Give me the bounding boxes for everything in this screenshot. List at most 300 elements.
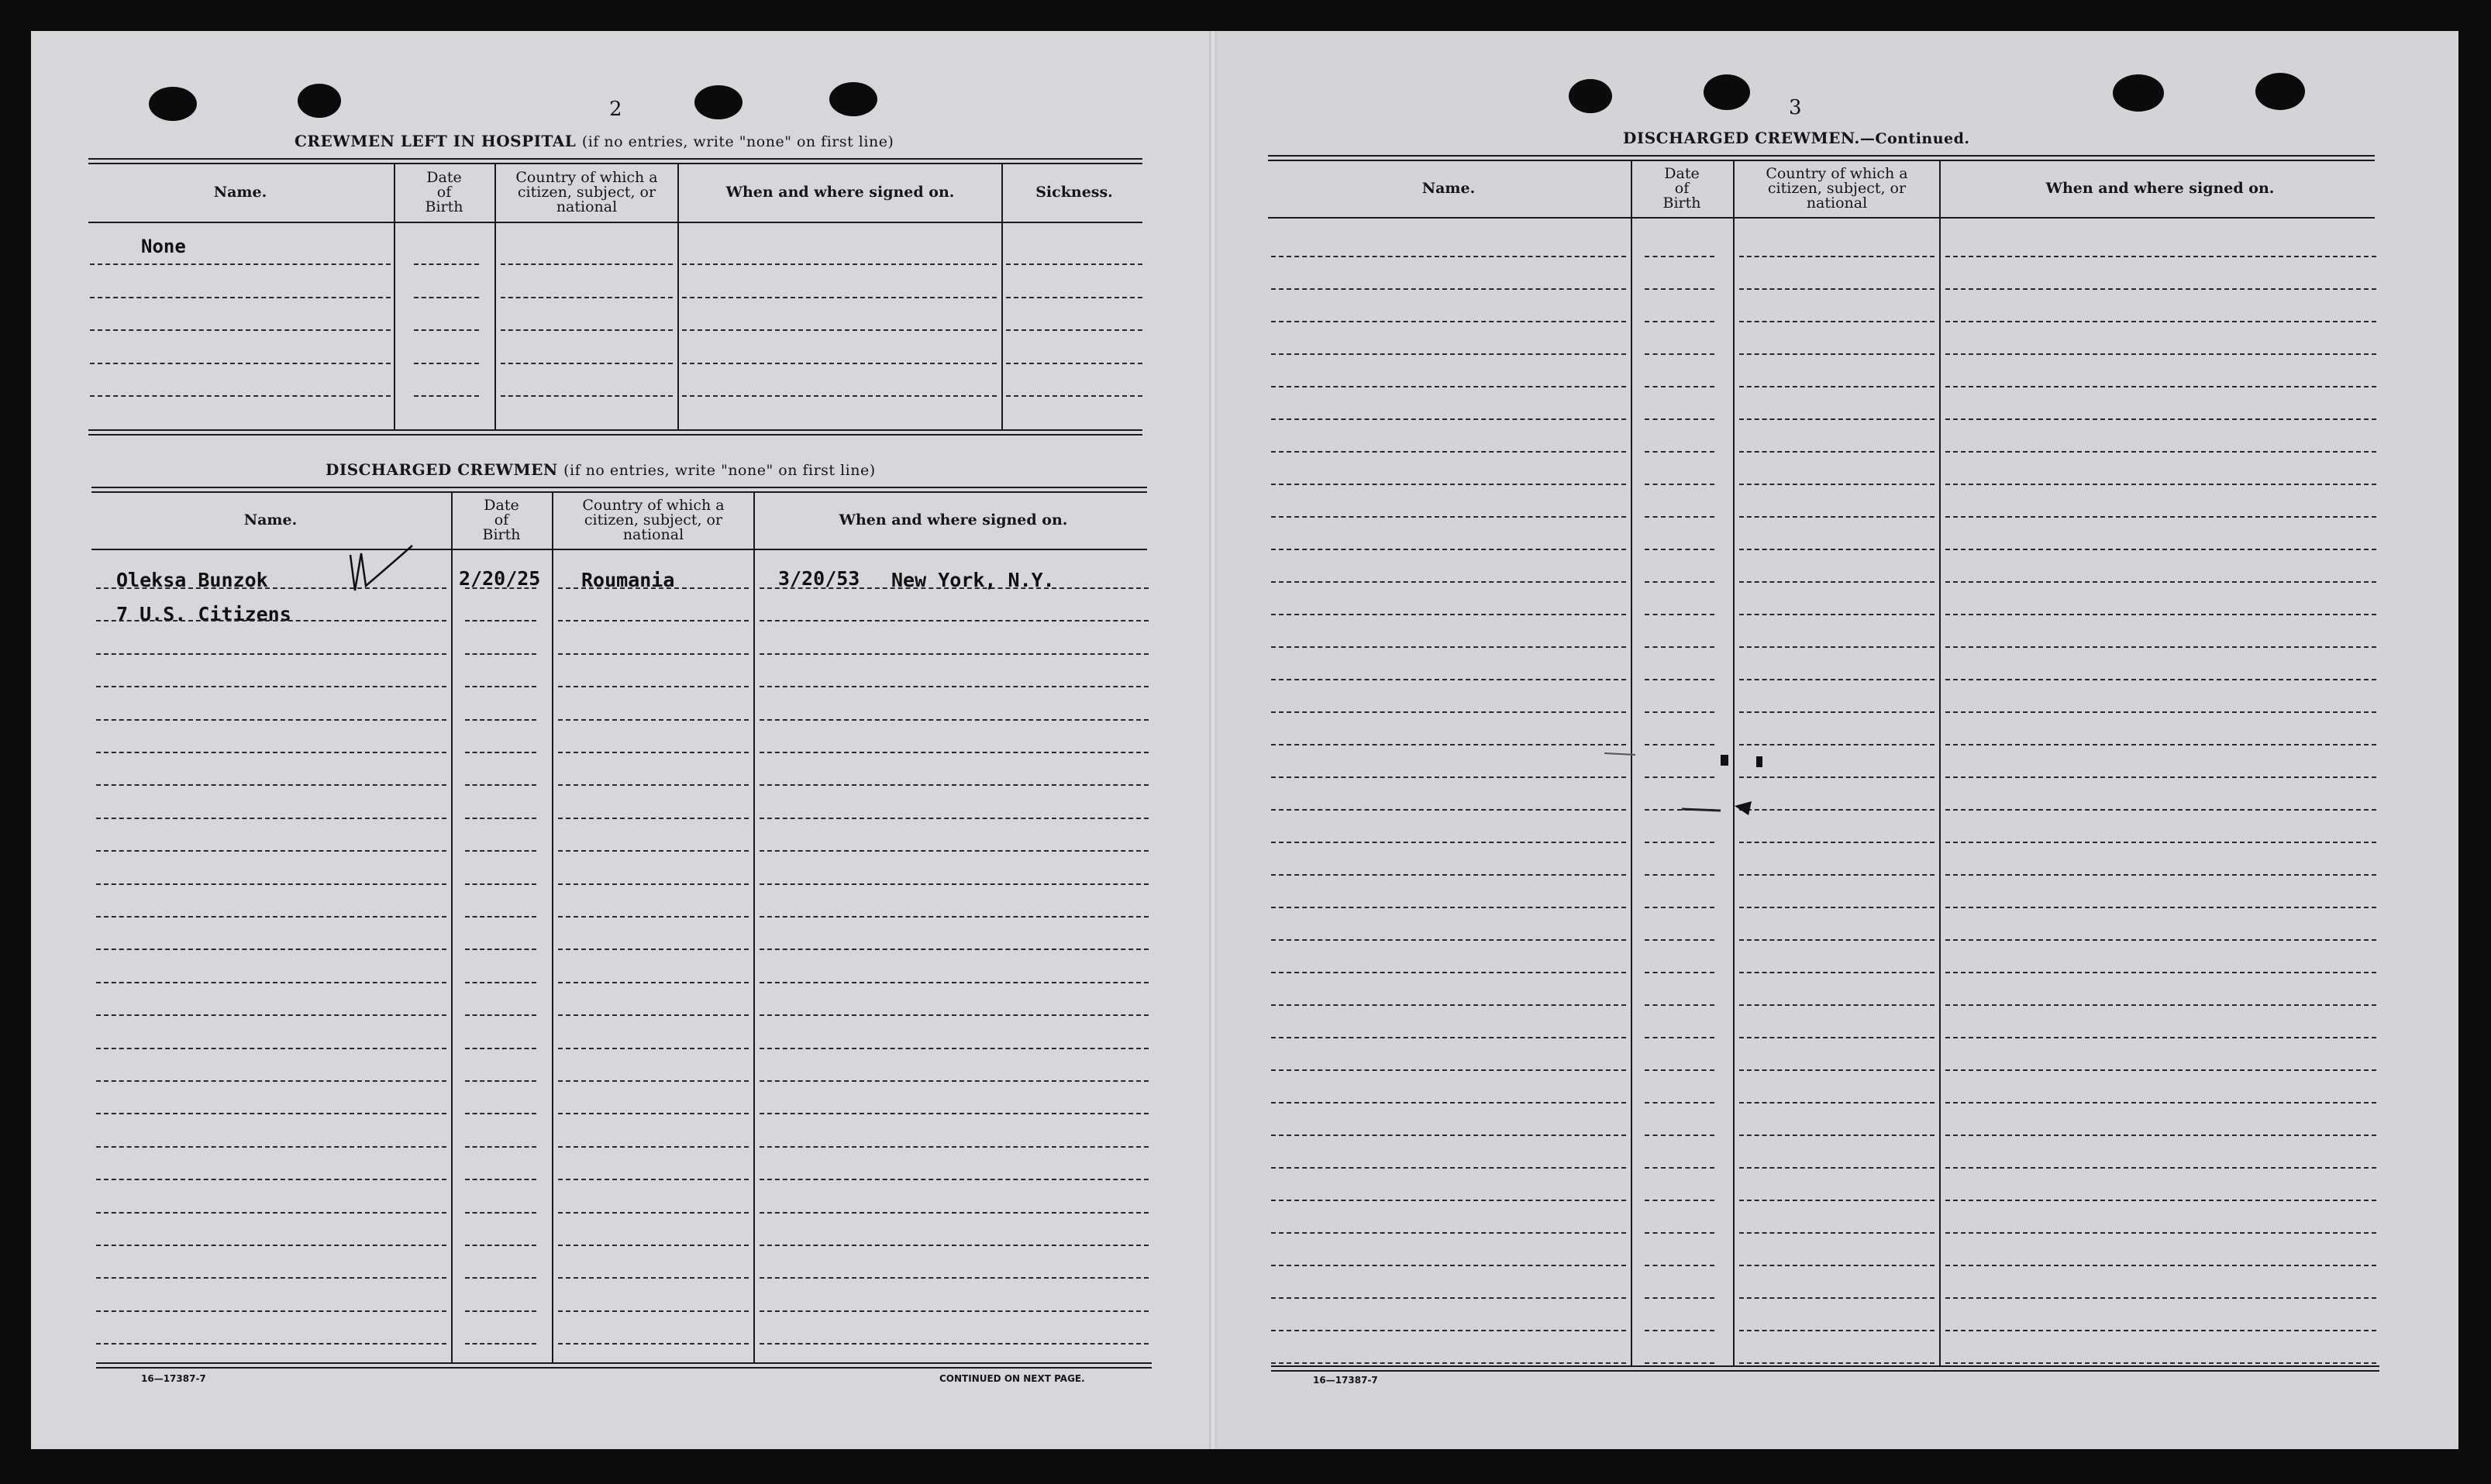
right-ruled-line: [1739, 972, 1935, 973]
right-ruled-line: [1945, 1362, 2376, 1364]
right-ruled-line: [1271, 809, 1626, 811]
col-header-signed-on: When and where signed on.: [725, 183, 955, 201]
hospital-ruled-line: [501, 297, 673, 298]
right-ruled-line: [1645, 1037, 1714, 1038]
discharged-ruled-line: [465, 1277, 536, 1279]
right-ruled-line: [1945, 1330, 2376, 1331]
right-ruled-line: [1645, 418, 1714, 420]
right-ruled-line: [1271, 549, 1626, 550]
discharged-ruled-line: [760, 883, 1149, 885]
check-mark: [347, 539, 417, 594]
right-ruled-line: [1271, 679, 1626, 680]
discharged-header-rule: [91, 549, 1147, 550]
right-page: [1209, 31, 2458, 1449]
discharged-ruled-line: [96, 850, 446, 852]
right-ruled-line: [1645, 842, 1714, 843]
right-ruled-line: [1945, 256, 2376, 257]
discharged-ruled-line: [558, 850, 749, 852]
right-ruled-line: [1945, 646, 2376, 648]
right-ruled-line: [1645, 614, 1714, 615]
right-ruled-line: [1739, 1135, 1935, 1136]
binder-hole: [2113, 74, 2164, 112]
right-ruled-line: [1945, 1135, 2376, 1136]
hospital-ruled-line: [682, 329, 997, 331]
hospital-ruled-line: [682, 395, 997, 397]
discharged-top-rule: [91, 487, 1147, 493]
discharged-ruled-line: [96, 784, 446, 786]
right-title-suffix: —Continued.: [1859, 130, 1970, 147]
discharged-column-divider: [451, 493, 453, 1364]
crewman-count-note: 7 U.S. Citizens: [116, 603, 291, 625]
discharged-ruled-line: [465, 850, 536, 852]
discharged-ruled-line: [558, 1014, 749, 1016]
discharged-ruled-line: [96, 916, 446, 918]
discharged-ruled-line: [465, 620, 536, 621]
discharged-ruled-line: [465, 1080, 536, 1082]
right-ruled-line: [1945, 1232, 2376, 1234]
crewman-birth-date: 2/20/25: [459, 567, 541, 590]
discharged-ruled-line: [558, 752, 749, 753]
right-ruled-line: [1271, 1004, 1626, 1006]
right-ruled-line: [1645, 353, 1714, 355]
right-ruled-line: [1271, 1265, 1626, 1266]
right-ruled-line: [1645, 1232, 1714, 1234]
discharged-ruled-line: [96, 653, 446, 655]
discharged-ruled-line: [760, 1212, 1149, 1214]
discharged-ruled-line: [96, 982, 446, 983]
discharged-ruled-line: [96, 818, 446, 819]
right-ruled-line: [1945, 679, 2376, 680]
discharged-ruled-line: [465, 587, 536, 589]
right-ruled-line: [1271, 907, 1626, 908]
discharged-ruled-line: [760, 752, 1149, 753]
right-ruled-line: [1645, 1004, 1714, 1006]
right-ruled-line: [1739, 939, 1935, 941]
form-number: 16—17387-7: [1313, 1375, 1378, 1386]
right-ruled-line: [1945, 907, 2376, 908]
left-page: [31, 31, 1215, 1449]
right-ruled-line: [1645, 939, 1714, 941]
right-ruled-line: [1645, 256, 1714, 257]
right-ruled-line: [1645, 679, 1714, 680]
discharged-ruled-line: [465, 1014, 536, 1016]
discharged-ruled-line: [760, 1343, 1149, 1345]
right-ruled-line: [1945, 874, 2376, 876]
discharged-ruled-line: [96, 587, 446, 589]
hospital-column-divider: [494, 163, 496, 431]
right-ruled-line: [1271, 288, 1626, 290]
discharged-ruled-line: [465, 1245, 536, 1246]
right-ruled-line: [1271, 614, 1626, 615]
right-ruled-line: [1645, 581, 1714, 583]
right-ruled-line: [1739, 1330, 1935, 1331]
right-ruled-line: [1271, 842, 1626, 843]
right-ruled-line: [1739, 256, 1935, 257]
discharged-ruled-line: [96, 752, 446, 753]
right-ruled-line: [1271, 418, 1626, 420]
discharged-ruled-line: [558, 1310, 749, 1312]
discharged-ruled-line: [465, 686, 536, 687]
right-ruled-line: [1739, 1232, 1935, 1234]
right-ruled-line: [1945, 809, 2376, 811]
right-ruled-line: [1739, 842, 1935, 843]
right-ruled-line: [1271, 646, 1626, 648]
right-ruled-line: [1271, 386, 1626, 387]
binder-hole: [149, 87, 197, 121]
right-ruled-line: [1739, 1200, 1935, 1201]
col-header-signed-on: When and where signed on.: [839, 511, 1068, 529]
discharged-ruled-line: [558, 1080, 749, 1082]
discharged-ruled-line: [465, 1113, 536, 1114]
form-number: 16—17387-7: [141, 1373, 206, 1384]
right-ruled-line: [1271, 353, 1626, 355]
discharged-ruled-line: [96, 1146, 446, 1148]
discharged-ruled-line: [465, 1146, 536, 1148]
hospital-ruled-line: [90, 297, 391, 298]
right-ruled-line: [1945, 776, 2376, 778]
right-ruled-line: [1945, 484, 2376, 485]
discharged-ruled-line: [558, 1179, 749, 1180]
crewman-signed-date: 3/20/53: [778, 567, 860, 590]
right-ruled-line: [1739, 1004, 1935, 1006]
right-ruled-line: [1645, 1102, 1714, 1104]
right-ruled-line: [1739, 1362, 1935, 1364]
discharged-ruled-line: [760, 1014, 1149, 1016]
discharged-ruled-line: [760, 620, 1149, 621]
discharged-ruled-line: [465, 784, 536, 786]
discharged-ruled-line: [465, 949, 536, 950]
discharged-title-note: (if no entries, write "none" on first line): [563, 462, 876, 479]
right-ruled-line: [1271, 1102, 1626, 1104]
right-ruled-line: [1739, 484, 1935, 485]
right-ruled-line: [1645, 516, 1714, 518]
hospital-ruled-line: [414, 329, 479, 331]
page-fold: [1209, 31, 1217, 1449]
right-ruled-line: [1645, 321, 1714, 322]
hospital-ruled-line: [1006, 297, 1142, 298]
right-section-title: [1623, 129, 1970, 147]
hospital-ruled-line: [90, 395, 391, 397]
col-header-name: Name.: [213, 183, 267, 201]
hospital-ruled-line: [90, 329, 391, 331]
col-header-country: Country of which a citizen, subject, or national: [582, 496, 725, 543]
discharged-ruled-line: [465, 818, 536, 819]
right-ruled-line: [1645, 1362, 1714, 1364]
right-ruled-line: [1645, 1069, 1714, 1071]
hospital-ruled-line: [501, 395, 673, 397]
discharged-ruled-line: [558, 916, 749, 918]
right-ruled-line: [1945, 288, 2376, 290]
right-column-divider: [1939, 160, 1941, 1367]
right-ruled-line: [1945, 1037, 2376, 1038]
hospital-ruled-line: [1006, 263, 1142, 265]
discharged-ruled-line: [558, 719, 749, 721]
discharged-ruled-line: [465, 916, 536, 918]
discharged-ruled-line: [760, 916, 1149, 918]
crewman-name: Oleksa Bunzok: [116, 569, 268, 591]
hospital-ruled-line: [414, 395, 479, 397]
discharged-ruled-line: [760, 1080, 1149, 1082]
discharged-ruled-line: [96, 1212, 446, 1214]
right-ruled-line: [1271, 1037, 1626, 1038]
right-title-text: DISCHARGED CREWMEN.: [1623, 129, 1860, 147]
discharged-ruled-line: [465, 1212, 536, 1214]
hospital-ruled-line: [414, 263, 479, 265]
hospital-bottom-rule: [88, 429, 1142, 436]
right-ruled-line: [1271, 1135, 1626, 1136]
col-header-name: Name.: [1421, 179, 1476, 197]
hospital-title-note: (if no entries, write "none" on first line): [581, 133, 894, 150]
right-ruled-line: [1645, 549, 1714, 550]
hospital-ruled-line: [414, 297, 479, 298]
right-ruled-line: [1945, 744, 2376, 745]
right-ruled-line: [1645, 744, 1714, 745]
right-ruled-line: [1945, 353, 2376, 355]
discharged-ruled-line: [760, 719, 1149, 721]
right-ruled-line: [1945, 386, 2376, 387]
right-bottom-rule: [1271, 1365, 2379, 1372]
right-ruled-line: [1645, 1200, 1714, 1201]
right-ruled-line: [1739, 418, 1935, 420]
hospital-header-rule: [88, 222, 1142, 223]
right-ruled-line: [1645, 646, 1714, 648]
hospital-column-divider: [677, 163, 679, 431]
discharged-ruled-line: [96, 686, 446, 687]
binder-hole: [1704, 74, 1750, 110]
discharged-ruled-line: [465, 653, 536, 655]
right-ruled-line: [1945, 1069, 2376, 1071]
col-header-signed-on: When and where signed on.: [2045, 179, 2275, 197]
discharged-ruled-line: [760, 818, 1149, 819]
discharged-ruled-line: [760, 686, 1149, 687]
continued-note: CONTINUED ON NEXT PAGE.: [939, 1373, 1085, 1384]
right-ruled-line: [1645, 1135, 1714, 1136]
discharged-ruled-line: [465, 883, 536, 885]
ink-smudge: [1604, 747, 1775, 825]
right-ruled-line: [1739, 1037, 1935, 1038]
right-ruled-line: [1645, 1297, 1714, 1299]
right-ruled-line: [1945, 1102, 2376, 1104]
right-ruled-line: [1271, 874, 1626, 876]
right-ruled-line: [1739, 451, 1935, 453]
discharged-ruled-line: [465, 982, 536, 983]
discharged-ruled-line: [558, 818, 749, 819]
col-header-birth: Date of Birth: [482, 496, 521, 543]
hospital-column-divider: [394, 163, 395, 431]
right-ruled-line: [1271, 1297, 1626, 1299]
hospital-ruled-line: [1006, 329, 1142, 331]
hospital-ruled-line: [682, 263, 997, 265]
discharged-ruled-line: [96, 1179, 446, 1180]
discharged-ruled-line: [760, 1179, 1149, 1180]
right-ruled-line: [1271, 972, 1626, 973]
discharged-ruled-line: [558, 1146, 749, 1148]
discharged-bottom-rule: [96, 1362, 1152, 1369]
right-ruled-line: [1271, 776, 1626, 778]
right-ruled-line: [1945, 1265, 2376, 1266]
discharged-ruled-line: [96, 1343, 446, 1345]
page-number: 3: [1789, 96, 1802, 119]
discharged-ruled-line: [760, 949, 1149, 950]
right-ruled-line: [1739, 1265, 1935, 1266]
hospital-section-title: [295, 132, 894, 150]
discharged-ruled-line: [558, 949, 749, 950]
hospital-ruled-line: [682, 297, 997, 298]
right-ruled-line: [1945, 1297, 2376, 1299]
col-header-birth: Date of Birth: [425, 168, 463, 215]
right-ruled-line: [1739, 353, 1935, 355]
right-ruled-line: [1645, 386, 1714, 387]
hospital-ruled-line: [414, 363, 479, 364]
crewman-signed-place: New York, N.Y.: [891, 569, 1055, 591]
hospital-title-text: CREWMEN LEFT IN HOSPITAL: [295, 132, 577, 150]
right-ruled-line: [1645, 874, 1714, 876]
right-ruled-line: [1739, 679, 1935, 680]
discharged-ruled-line: [96, 1080, 446, 1082]
discharged-ruled-line: [465, 1179, 536, 1180]
discharged-title-text: DISCHARGED CREWMEN: [326, 460, 558, 479]
discharged-ruled-line: [96, 1113, 446, 1114]
discharged-ruled-line: [558, 653, 749, 655]
right-ruled-line: [1271, 451, 1626, 453]
right-ruled-line: [1739, 711, 1935, 713]
discharged-ruled-line: [96, 1277, 446, 1279]
right-ruled-line: [1645, 907, 1714, 908]
right-ruled-line: [1945, 1167, 2376, 1169]
hospital-entry-name: None: [141, 236, 186, 257]
discharged-ruled-line: [558, 883, 749, 885]
right-ruled-line: [1945, 939, 2376, 941]
binder-hole: [298, 84, 341, 118]
right-ruled-line: [1739, 321, 1935, 322]
right-ruled-line: [1945, 321, 2376, 322]
hospital-ruled-line: [1006, 363, 1142, 364]
discharged-ruled-line: [558, 587, 749, 589]
right-ruled-line: [1271, 321, 1626, 322]
binder-hole: [829, 82, 877, 116]
discharged-ruled-line: [558, 1048, 749, 1049]
right-ruled-line: [1945, 549, 2376, 550]
right-ruled-line: [1645, 972, 1714, 973]
right-ruled-line: [1271, 939, 1626, 941]
discharged-section-title: [326, 460, 876, 479]
right-ruled-line: [1945, 1200, 2376, 1201]
discharged-ruled-line: [558, 982, 749, 983]
discharged-ruled-line: [760, 982, 1149, 983]
right-ruled-line: [1739, 1102, 1935, 1104]
hospital-column-divider: [1001, 163, 1003, 431]
discharged-column-divider: [552, 493, 553, 1364]
discharged-ruled-line: [96, 719, 446, 721]
right-ruled-line: [1945, 581, 2376, 583]
right-ruled-line: [1739, 581, 1935, 583]
discharged-ruled-line: [96, 949, 446, 950]
binder-hole: [1569, 79, 1612, 113]
right-ruled-line: [1945, 516, 2376, 518]
right-ruled-line: [1739, 646, 1935, 648]
col-header-country: Country of which a citizen, subject, or national: [1766, 164, 1908, 212]
right-ruled-line: [1645, 484, 1714, 485]
right-ruled-line: [1945, 418, 2376, 420]
right-ruled-line: [1945, 842, 2376, 843]
crewman-country: Roumania: [581, 569, 675, 591]
discharged-ruled-line: [96, 883, 446, 885]
discharged-ruled-line: [760, 653, 1149, 655]
discharged-ruled-line: [558, 1212, 749, 1214]
right-ruled-line: [1271, 711, 1626, 713]
hospital-ruled-line: [682, 363, 997, 364]
discharged-ruled-line: [96, 1310, 446, 1312]
col-header-birth: Date of Birth: [1662, 164, 1701, 212]
right-ruled-line: [1739, 744, 1935, 745]
col-header-sickness: Sickness.: [1035, 183, 1113, 201]
right-ruled-line: [1739, 907, 1935, 908]
right-ruled-line: [1645, 711, 1714, 713]
discharged-ruled-line: [760, 587, 1149, 589]
discharged-ruled-line: [558, 686, 749, 687]
discharged-ruled-line: [760, 1146, 1149, 1148]
right-ruled-line: [1739, 288, 1935, 290]
right-ruled-line: [1645, 1167, 1714, 1169]
discharged-ruled-line: [760, 1048, 1149, 1049]
right-ruled-line: [1945, 451, 2376, 453]
col-header-country: Country of which a citizen, subject, or national: [515, 168, 658, 215]
right-ruled-line: [1739, 549, 1935, 550]
right-ruled-line: [1739, 614, 1935, 615]
right-ruled-line: [1945, 1004, 2376, 1006]
right-ruled-line: [1271, 1167, 1626, 1169]
discharged-ruled-line: [558, 1343, 749, 1345]
discharged-ruled-line: [760, 1277, 1149, 1279]
right-ruled-line: [1645, 288, 1714, 290]
hospital-ruled-line: [501, 363, 673, 364]
binder-hole: [2255, 73, 2305, 110]
discharged-ruled-line: [558, 784, 749, 786]
discharged-ruled-line: [96, 1048, 446, 1049]
right-ruled-line: [1739, 874, 1935, 876]
hospital-top-rule: [88, 158, 1142, 164]
right-top-rule: [1268, 155, 2375, 161]
right-ruled-line: [1271, 1069, 1626, 1071]
right-ruled-line: [1945, 614, 2376, 615]
discharged-column-divider: [753, 493, 755, 1364]
right-ruled-line: [1271, 484, 1626, 485]
hospital-ruled-line: [1006, 395, 1142, 397]
right-ruled-line: [1271, 1362, 1626, 1364]
discharged-ruled-line: [465, 1343, 536, 1345]
discharged-ruled-line: [465, 752, 536, 753]
right-ruled-line: [1271, 744, 1626, 745]
discharged-ruled-line: [465, 1048, 536, 1049]
right-header-rule: [1268, 217, 2375, 219]
right-ruled-line: [1645, 451, 1714, 453]
page-number: 2: [609, 98, 622, 121]
discharged-ruled-line: [96, 1245, 446, 1246]
discharged-ruled-line: [558, 620, 749, 621]
discharged-ruled-line: [760, 1113, 1149, 1114]
discharged-ruled-line: [558, 1113, 749, 1114]
discharged-ruled-line: [96, 1014, 446, 1016]
hospital-ruled-line: [501, 263, 673, 265]
discharged-ruled-line: [760, 1310, 1149, 1312]
right-ruled-line: [1945, 711, 2376, 713]
discharged-ruled-line: [558, 1277, 749, 1279]
hospital-ruled-line: [90, 263, 391, 265]
discharged-ruled-line: [96, 620, 446, 621]
right-ruled-line: [1271, 1232, 1626, 1234]
discharged-ruled-line: [760, 850, 1149, 852]
right-ruled-line: [1271, 516, 1626, 518]
